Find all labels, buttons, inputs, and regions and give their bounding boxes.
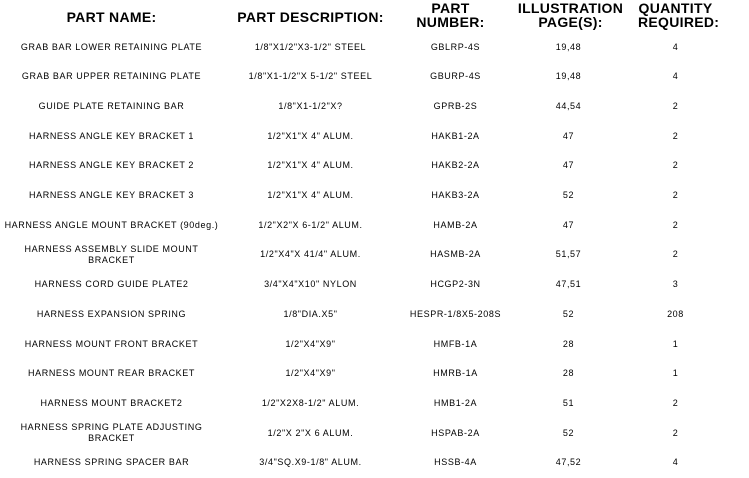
part-name-cell: HARNESS SPRING PLATE ADJUSTING BRACKET [20,422,203,444]
quantity-cell: 2 [672,100,679,111]
quantity-cell: 2 [672,249,679,260]
illustration-pages-cell: 47 [562,219,575,230]
part-number-cell: GPRB-2S [433,100,478,111]
part-description-cell: 1/2"X1"X 4" ALUM. [267,130,354,141]
part-description-cell: 1/8"X1-1/2"X 5-1/2" STEEL [248,71,373,82]
quantity-cell: 4 [672,71,679,82]
illustration-pages-cell: 52 [562,190,575,200]
quantity-cell: 2 [672,190,679,200]
quantity-cell: 3 [672,279,679,290]
header-illustration-pages: ILLUSTRATION PAGE(S): [517,0,624,30]
illustration-pages-cell: 52 [562,308,575,319]
part-name-cell: HARNESS MOUNT BRACKET2 [40,397,183,408]
part-description-cell: 1/2"X4"X9" [285,368,336,379]
part-name-cell: HARNESS MOUNT REAR BRACKET [28,368,195,379]
illustration-pages-cell: 51,57 [555,249,582,260]
table-row [0,388,749,418]
part-description-cell: 1/2"X4"X 41/4" ALUM. [260,249,361,260]
part-number-cell: HSPAB-2A [431,427,480,438]
illustration-pages-cell: 47,51 [555,279,582,290]
quantity-cell: 4 [672,457,679,468]
table-row [0,91,749,121]
part-number-cell: HAKB2-2A [431,160,480,171]
part-number-cell: GBLRP-4S [430,41,481,52]
illustration-pages-cell: 47 [562,130,575,141]
header-part-number: PART NUMBER: [416,0,485,30]
illustration-pages-cell: 47 [562,160,575,171]
quantity-cell: 1 [672,368,679,379]
quantity-cell: 2 [672,130,679,141]
table-row [0,32,749,62]
part-name-cell: HARNESS SPRING SPACER BAR [33,457,190,468]
quantity-cell: 2 [672,219,679,230]
quantity-cell: 2 [672,397,679,408]
part-number-cell: HAKB1-2A [431,130,480,141]
part-number-cell: HCGP2-3N [430,279,481,290]
part-description-cell: 3/4"SQ.X9-1/8" ALUM. [259,457,362,468]
part-name-cell: HARNESS EXPANSION SPRING [36,308,187,319]
table-row [0,210,749,240]
illustration-pages-cell: 28 [562,368,575,379]
header-part-name: PART NAME: [66,9,157,25]
part-name-cell: HARNESS ANGLE KEY BRACKET 3 [29,190,194,200]
part-description-cell: 1/8"X1/2"X3-1/2" STEEL [254,41,367,52]
part-description-cell: 3/4"X4"X10" NYLON [264,279,357,290]
part-name-cell: HARNESS ANGLE KEY BRACKET 1 [29,130,194,141]
quantity-cell: 4 [672,41,679,52]
table-row [0,62,749,92]
illustration-pages-cell: 52 [562,427,575,438]
part-number-cell: GBURP-4S [430,71,481,82]
part-name-cell: HARNESS ANGLE MOUNT BRACKET (90deg.) [4,219,219,230]
quantity-cell: 208 [667,308,684,319]
part-description-cell: 1/2"X1"X 4" ALUM. [267,190,354,200]
part-description-cell: 1/2"X 2"X 6 ALUM. [267,427,354,438]
table-row [0,359,749,389]
part-name-cell: HARNESS MOUNT FRONT BRACKET [24,338,199,349]
table-row [0,418,749,448]
part-number-cell: HESPR-1/8X5-208S [409,308,502,319]
table-row [0,448,749,478]
part-number-cell: HASMB-2A [430,249,481,260]
header-part-description: PART DESCRIPTION: [237,9,384,25]
quantity-cell: 2 [672,427,679,438]
table-row [0,329,749,359]
illustration-pages-cell: 47,52 [555,457,582,468]
table-row [0,151,749,181]
part-name-cell: HARNESS ASSEMBLY SLIDE MOUNT BRACKET [24,243,199,265]
table-row [0,299,749,329]
part-name-cell: HARNESS CORD GUIDE PLATE2 [34,279,189,290]
header-quantity-required: QUANTITY REQUIRED: [638,0,720,30]
part-name-cell: HARNESS ANGLE KEY BRACKET 2 [29,160,194,171]
table-row [0,181,749,211]
part-number-cell: HSSB-4A [434,457,477,468]
illustration-pages-cell: 19,48 [555,41,582,52]
part-number-cell: HMRB-1A [433,368,478,379]
part-description-cell: 1/8"DIA.X5" [283,308,338,319]
illustration-pages-cell: 51 [562,397,575,408]
illustration-pages-cell: 44,54 [555,100,582,111]
part-description-cell: 1/2"X4"X9" [285,338,336,349]
quantity-cell: 2 [672,160,679,171]
table-row [0,121,749,151]
part-description-cell: 1/8"X1-1/2"X? [278,100,343,111]
part-description-cell: 1/2"X2X8-1/2" ALUM. [261,397,360,408]
table-row [0,240,749,270]
part-number-cell: HAMB-2A [433,219,478,230]
part-name-cell: GUIDE PLATE RETAINING BAR [38,100,185,111]
part-number-cell: HAKB3-2A [431,190,480,200]
part-number-cell: HMB1-2A [433,397,478,408]
part-name-cell: GRAB BAR UPPER RETAINING PLATE [21,71,202,82]
illustration-pages-cell: 28 [562,338,575,349]
part-name-cell: GRAB BAR LOWER RETAINING PLATE [20,41,203,52]
table-row [0,270,749,300]
illustration-pages-cell: 19,48 [555,71,582,82]
quantity-cell: 1 [672,338,679,349]
part-description-cell: 1/2"X1"X 4" ALUM. [267,160,354,171]
part-number-cell: HMFB-1A [433,338,478,349]
part-description-cell: 1/2"X2"X 6-1/2" ALUM. [258,219,363,230]
